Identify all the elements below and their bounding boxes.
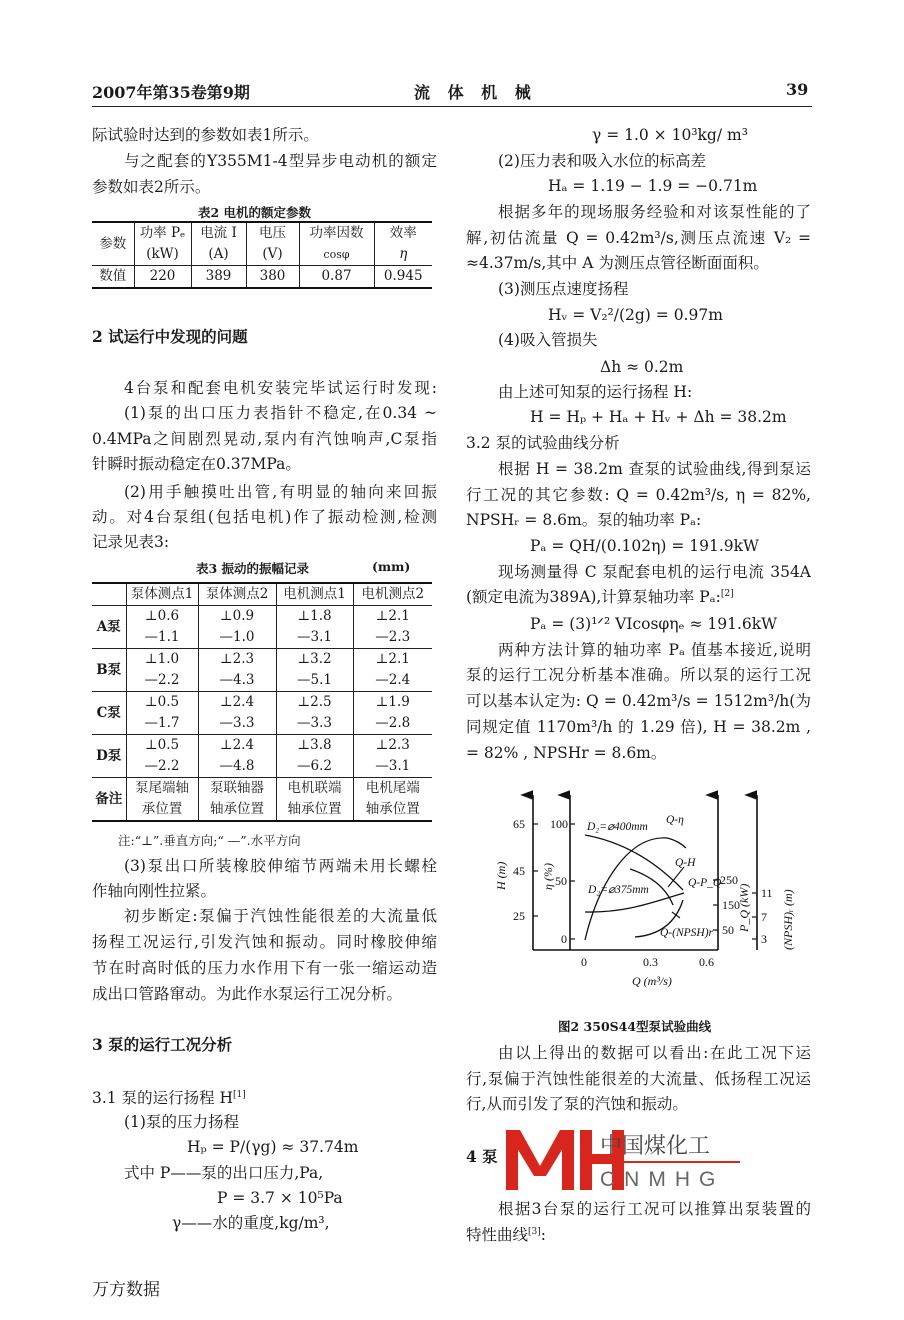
- line-text: 行,从而引发了泵的汽蚀和振动。: [466, 1095, 688, 1113]
- remark: 承位置: [126, 799, 198, 821]
- horizontal-amplitude: —5.1: [276, 670, 353, 692]
- table2-caption: 表2 电机的额定参数: [198, 205, 312, 220]
- line-text: Hᵥ = V₂²/(2g) = 0.97m: [548, 306, 723, 324]
- line-text: 行工况的其它参数: Q = 0.42m³/s, η = 82%,: [466, 486, 811, 504]
- q-axis-label: Q (m³/s): [632, 974, 672, 988]
- horizontal-amplitude: —1.0: [198, 627, 276, 649]
- horizontal-amplitude: —4.3: [198, 670, 276, 692]
- horizontal-amplitude: —2.2: [126, 756, 198, 778]
- pump-label: D泵: [92, 735, 126, 778]
- curve-label: Q-H: [675, 857, 696, 869]
- horizontal-amplitude: —3.1: [276, 627, 353, 649]
- vertical-amplitude: ⊥3.2: [276, 649, 353, 671]
- table3-col-header: 泵体测点2: [198, 583, 276, 606]
- pump-label: B泵: [92, 649, 126, 692]
- line-text: (3)测压点速度扬程: [498, 280, 629, 298]
- line-text: (4)吸入管损失: [498, 331, 598, 349]
- line-text: 由上述可知泵的运行扬程 H:: [498, 383, 693, 401]
- vertical-amplitude: ⊥0.5: [126, 692, 198, 714]
- footer-watermark: 万方数据: [92, 1280, 160, 1300]
- line-text: 针瞬时振动稳定在0.37MPa。: [92, 455, 301, 473]
- table2-value: 389: [191, 266, 246, 289]
- remark: 泵尾端轴: [126, 778, 198, 800]
- line-text: 参数如表2所示。: [92, 178, 211, 196]
- line-text: Pₐ = QH/(0.102η) = 191.9kW: [530, 537, 759, 555]
- h-tick: 45: [513, 864, 525, 878]
- journal-issue: 2007年第35卷第9期: [92, 83, 250, 102]
- horizontal-amplitude: —2.3: [353, 627, 432, 649]
- line-text: γ——水的重度,kg/m³,: [172, 1214, 330, 1232]
- table2-col-name: 电压: [246, 222, 299, 244]
- table3-col-header: 电机测点1: [276, 583, 353, 606]
- eta-axis-label: η (%): [541, 863, 555, 890]
- pq-tick: 250: [720, 873, 738, 887]
- line-text: 3 泵的运行工况分析: [92, 1035, 233, 1054]
- line-text: 由以上得出的数据可以看出:在此工况下运: [498, 1044, 811, 1062]
- line-text: 特性曲线: [466, 1226, 529, 1244]
- vertical-amplitude: ⊥2.4: [198, 692, 276, 714]
- horizontal-amplitude: —3.3: [276, 713, 353, 735]
- vertical-amplitude: ⊥2.3: [353, 735, 432, 757]
- line-text: 扬程工况运行,引发汽蚀和振动。同时橡胶伸缩: [92, 933, 437, 951]
- table2-col-unit: η: [374, 244, 432, 266]
- line-text: 根据 H = 38.2m 查泵的试验曲线,得到泵运: [498, 460, 811, 478]
- logo-en-text: CNMHG: [600, 1168, 725, 1191]
- line-text: (2)用手触摸吐出管,有明显的轴向来回振: [124, 483, 437, 501]
- vertical-amplitude: ⊥2.3: [198, 649, 276, 671]
- page-number: 39: [786, 80, 809, 99]
- line-text: 作轴向刚性拉紧。: [92, 882, 217, 900]
- remark: 轴承位置: [198, 799, 276, 821]
- line-text: 际试验时达到的参数如表1所示。: [92, 126, 319, 144]
- table3-caption: 表3 振动的振幅记录: [196, 561, 310, 576]
- line-text: Δh ≈ 0.2m: [600, 358, 684, 376]
- line-text: 图2 350S44型泵试验曲线: [558, 1019, 712, 1034]
- horizontal-amplitude: —2.2: [126, 670, 198, 692]
- q-tick: 0.3: [643, 955, 658, 969]
- remark: 电机联端: [276, 778, 353, 800]
- h-axis-label: H (m): [494, 861, 508, 890]
- curve-label: Q-P_Q: [688, 877, 722, 889]
- line-text-tail: :: [540, 1226, 546, 1244]
- table3-unit: (mm): [372, 559, 411, 574]
- vertical-amplitude: ⊥2.5: [276, 692, 353, 714]
- table2-col-name: 电流 I: [191, 222, 246, 244]
- curve-label: Q-(NPSH)r: [660, 927, 714, 939]
- horizontal-amplitude: —1.1: [126, 627, 198, 649]
- remark: 轴承位置: [276, 799, 353, 821]
- line-text: NPSHᵣ = 8.6m。泵的轴功率 Pₐ:: [466, 511, 702, 529]
- line-text: ≈4.37m/s,其中 A 为测压点管径断面面积。: [466, 254, 769, 272]
- vertical-amplitude: ⊥0.6: [126, 606, 198, 628]
- vertical-amplitude: ⊥2.4: [198, 735, 276, 757]
- table3-col-header: 泵体测点1: [126, 583, 198, 606]
- line-text: 解,初估流量 Q = 0.42m³/s,测压点流速 V₂ =: [466, 229, 811, 247]
- line-text: = 82% , NPSHr = 8.6m。: [466, 744, 667, 762]
- curve-q-h-400: [585, 835, 683, 890]
- table2-col-name: 功率因数: [299, 222, 374, 244]
- table2-value-label: 数值: [92, 266, 134, 289]
- vertical-amplitude: ⊥0.9: [198, 606, 276, 628]
- vertical-amplitude: ⊥2.1: [353, 606, 432, 628]
- pump-label: C泵: [92, 692, 126, 735]
- pq-axis-label: P_Q (kW): [737, 883, 751, 932]
- pq-tick: 150: [722, 898, 740, 912]
- citation: [1]: [233, 1090, 246, 1100]
- eta-tick: 50: [555, 874, 567, 888]
- horizontal-amplitude: —6.2: [276, 756, 353, 778]
- line-text: (2)压力表和吸入水位的标高差: [498, 152, 706, 170]
- q-tick: 0: [581, 955, 587, 969]
- table2-row-header: 参数: [92, 222, 134, 266]
- vertical-amplitude: ⊥1.9: [353, 692, 432, 714]
- eta-tick: 100: [550, 817, 568, 831]
- h-tick: 25: [513, 909, 525, 923]
- line-text: Hₐ = 1.19 − 1.9 = −0.71m: [548, 177, 758, 195]
- horizontal-amplitude: —3.3: [198, 713, 276, 735]
- line-text: 初步断定:泵偏于汽蚀性能很差的大流量低: [124, 907, 437, 925]
- table2-value: 380: [246, 266, 299, 289]
- line-text: 与之配套的Y355M1-4型异步电动机的额定: [124, 152, 437, 170]
- curve-label: D₂=⌀400mm: [587, 821, 648, 833]
- line-text: 根据多年的现场服务经验和对该泵性能的了: [498, 203, 811, 221]
- eta-tick: 0: [561, 932, 567, 946]
- vertical-amplitude: ⊥1.8: [276, 606, 353, 628]
- line-text: 同规定值 1170m³/h 的 1.29 倍), H = 38.2m ,: [466, 718, 811, 736]
- remark: 泵联轴器: [198, 778, 276, 800]
- line-text: Hₚ = P/(γg) ≈ 37.74m: [187, 1138, 359, 1156]
- line-text: 节在时高时低的压力水作用下有一张一缩运动造: [92, 959, 437, 977]
- npsh-axis-label: (NPSH)ᵣ (m): [781, 889, 795, 950]
- table3-col-header: 电机测点2: [353, 583, 432, 606]
- horizontal-amplitude: —1.7: [126, 713, 198, 735]
- npsh-tick: 3: [761, 932, 767, 946]
- citation: [2]: [720, 589, 734, 599]
- pq-tick: 50: [722, 923, 734, 937]
- cnmhg-logo: [500, 1128, 740, 1192]
- line-text: 注:“⊥”.垂直方向;“ —”.水平方向: [118, 833, 301, 848]
- horizontal-amplitude: —4.8: [198, 756, 276, 778]
- q-tick: 0.6: [699, 955, 714, 969]
- line-text: P = 3.7 × 10⁵Pa: [217, 1189, 343, 1207]
- line-text: H = Hₚ + Hₐ + Hᵥ + Δh = 38.2m: [530, 408, 787, 426]
- horizontal-amplitude: —2.4: [353, 670, 432, 692]
- vertical-amplitude: ⊥3.8: [276, 735, 353, 757]
- line-text: (1)泵的压力扬程: [124, 1113, 239, 1131]
- vertical-amplitude: ⊥0.5: [126, 735, 198, 757]
- remarks-label: 备注: [92, 778, 126, 822]
- line-text: 动。对4台泵组(包括电机)作了振动检测,检测: [92, 508, 437, 526]
- journal-name: 流 体 机 械: [414, 83, 537, 102]
- line-text: (额定电流为389A),计算泵轴功率 Pₐ:: [466, 588, 721, 606]
- line-text: 现场测量得 C 泵配套电机的运行电流 354A: [498, 563, 811, 581]
- horizontal-amplitude: —3.1: [353, 756, 432, 778]
- table2-col-unit: cosφ: [299, 244, 374, 266]
- line-text: 4 泵: [466, 1147, 498, 1166]
- vertical-amplitude: ⊥1.0: [126, 649, 198, 671]
- line-text: 行,泵偏于汽蚀性能很差的大流量、低扬程工况运: [466, 1070, 811, 1088]
- pump-label: A泵: [92, 606, 126, 649]
- table2-value: 0.945: [374, 266, 432, 289]
- line-text: 成出口管路窜动。为此作水泵运行工况分析。: [92, 985, 403, 1003]
- line-text: 3.2 泵的试验曲线分析: [466, 434, 620, 452]
- table2-col-name: 效率: [374, 222, 432, 244]
- line-text: 4台泵和配套电机安装完毕试运行时发现:: [124, 379, 437, 397]
- npsh-tick: 7: [761, 910, 767, 924]
- line-text: 可以基本认定为: Q = 0.42m³/s = 1512m³/h(为: [466, 692, 811, 710]
- npsh-tick: 11: [761, 886, 773, 900]
- vertical-amplitude: ⊥2.1: [353, 649, 432, 671]
- logo-cn-text: 中国煤化工: [600, 1134, 711, 1159]
- line-text: (3)泵出口所装橡胶伸缩节两端未用长螺栓: [124, 857, 437, 875]
- table2-value: 0.87: [299, 266, 374, 289]
- line-text: 两种方法计算的轴功率 Pₐ 值基本接近,说明: [498, 641, 811, 659]
- line-text: Pₐ = (3)¹ᐟ² VIcosφηₑ ≈ 191.6kW: [530, 615, 778, 633]
- line-text: 0.4MPa之间剧烈晃动,泵内有汽蚀响声,C泵指: [92, 430, 437, 448]
- table2-col-name: 功率 Pₑ: [134, 222, 191, 244]
- remark: 电机尾端: [353, 778, 432, 800]
- line-text: 根据3台泵的运行工况可以推算出泵装置的: [498, 1200, 811, 1218]
- table2-col-unit: (kW): [134, 244, 191, 266]
- remark: 轴承位置: [353, 799, 432, 821]
- horizontal-amplitude: —2.8: [353, 713, 432, 735]
- line-text: 泵的运行工况分析基本准确。所以泵的运行工况: [466, 666, 811, 684]
- h-tick: 65: [513, 817, 525, 831]
- line-text: (1)泵的出口压力表指针不稳定,在0.34 ~: [124, 404, 437, 422]
- line-text: 2 试运行中发现的问题: [92, 327, 248, 346]
- line-text: 式中 P——泵的出口压力,Pa,: [124, 1164, 324, 1182]
- line-text: 记录见表3:: [92, 533, 170, 551]
- line-text: γ = 1.0 × 10³kg/ m³: [592, 126, 748, 144]
- table2-col-unit: (V): [246, 244, 299, 266]
- table2-value: 220: [134, 266, 191, 289]
- line-text: 3.1 泵的运行扬程 H: [92, 1089, 234, 1107]
- curve-label: Q-η: [666, 814, 684, 826]
- curve-label: D₂=⌀375mm: [588, 884, 649, 896]
- table2-col-unit: (A): [191, 244, 246, 266]
- citation: [3]: [528, 1227, 541, 1237]
